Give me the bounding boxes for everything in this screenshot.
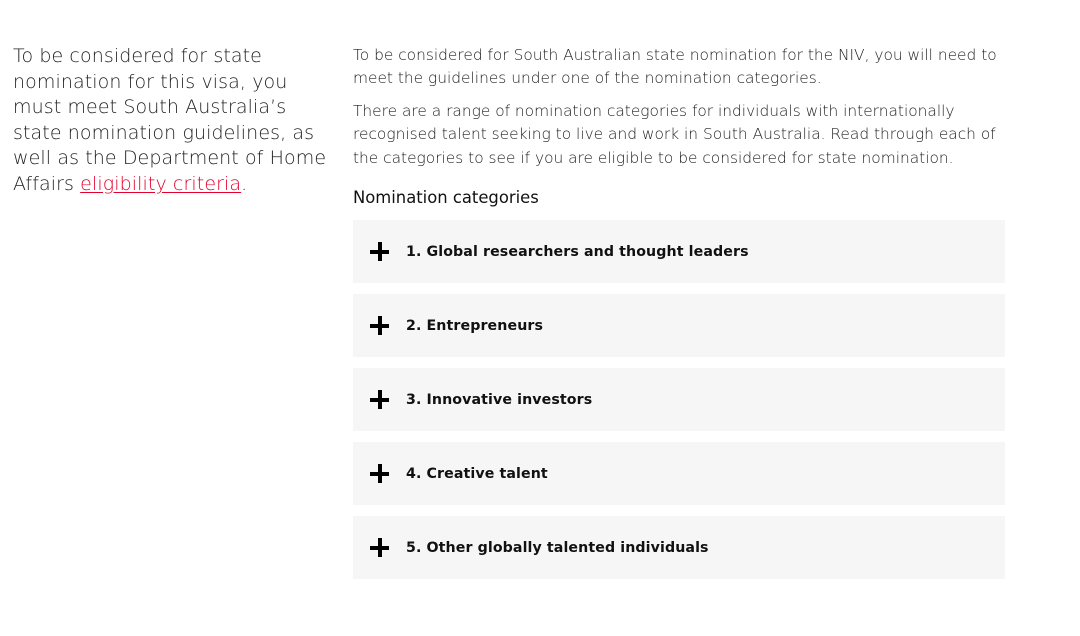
categories-paragraph: There are a range of nomination categories for individuals with internationally recognised talent seeking to live and work in South Australia. Read through each of the categories to see if you are eligible to be considered for state nomination. <box>353 101 996 167</box>
accordion-item-other-talented[interactable] <box>353 516 1005 579</box>
accordion-label: 1. Global researchers and thought leaders <box>406 243 749 260</box>
intro-text <box>13 44 335 198</box>
main-content <box>353 44 1013 590</box>
plus-icon <box>370 242 389 261</box>
plus-icon <box>370 464 389 483</box>
accordion-item-creative-talent[interactable] <box>353 442 1005 505</box>
plus-icon <box>370 316 389 335</box>
plus-icon <box>370 390 389 409</box>
intro-body: To be considered for state nomination for this visa, you must meet South Australia’s state nomination guidelines, as well as the Department of Home Affairs <box>13 45 327 195</box>
accordion-label: 5. Other globally talented individuals <box>406 539 709 556</box>
intro-trailing: . <box>241 172 248 195</box>
nomination-categories-accordion <box>353 220 1005 579</box>
accordion-item-global-researchers[interactable] <box>353 220 1005 283</box>
accordion-item-entrepreneurs[interactable] <box>353 294 1005 357</box>
accordion-label: 2. Entrepreneurs <box>406 317 544 334</box>
intro-paragraph: To be considered for South Australian state nomination for the NIV, you will need to meet the guidelines under one of the nomination categories. <box>353 46 997 88</box>
eligibility-criteria-link[interactable]: eligibility criteria <box>80 172 242 195</box>
plus-icon <box>370 538 389 557</box>
accordion-label: 3. Innovative investors <box>406 391 593 408</box>
nomination-categories-heading: Nomination categories <box>353 188 539 208</box>
accordion-label: 4. Creative talent <box>406 465 548 482</box>
accordion-item-innovative-investors[interactable] <box>353 368 1005 431</box>
